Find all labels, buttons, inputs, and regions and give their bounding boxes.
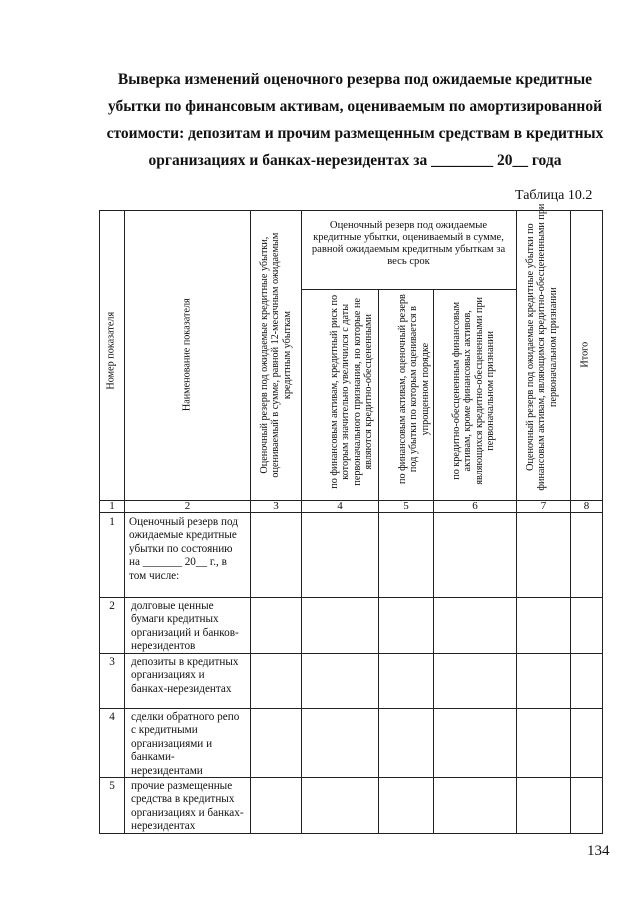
title-line: убытки по финансовым активам, оцениваемым по амортизированной xyxy=(107,98,603,115)
column-number: 2 xyxy=(184,500,191,512)
table-row-name: сделки обратного репо с кредитными организациями и банками-нерезидентами xyxy=(131,711,240,777)
table-row-number: 3 xyxy=(109,656,115,668)
header-col-total: Итого xyxy=(579,341,591,368)
column-number: 1 xyxy=(109,500,115,512)
table-row-number: 4 xyxy=(109,711,115,723)
header-col-number: Номер показателя xyxy=(105,311,117,390)
column-number: 6 xyxy=(472,500,478,512)
header-col-significant-increase: по финансовым активам, кредитный риск по которым значительно увеличился с даты первоначального признания, но которые не являются кредитно-обесцененными xyxy=(329,294,375,489)
header-group-lifetime: Оценочный резерв под ожидаемые кредитные убытки, оцениваемый в сумме, равной ожидаемым кредитным убыткам за весь срок xyxy=(311,220,506,267)
header-col-simplified: по финансовым активам, оценочный резерв под убытки по которым оценивается в упрощенном порядке xyxy=(396,294,431,484)
header-col-name: Наименование показателя xyxy=(181,298,193,412)
title-line: Выверка изменений оценочного резерва под ожидаемые кредитные xyxy=(117,71,593,88)
table-row-number: 1 xyxy=(109,516,115,528)
table-row-number: 2 xyxy=(109,600,115,612)
table-row-name: Оценочный резерв под ожидаемые кредитные убытки по состоянию на _______ 20__ г., в том числе: xyxy=(129,516,238,582)
table-caption: Таблица 10.2 xyxy=(515,188,593,203)
table-row-name: прочие размещенные средства в кредитных организациях и банках-нерезидентах xyxy=(131,780,244,833)
column-number: 3 xyxy=(273,500,279,512)
column-number: 4 xyxy=(337,500,343,512)
title-line: организациях и банках-нерезидентах за ________ 20__ года xyxy=(148,152,562,169)
header-col-12m: Оценочный резерв под ожидаемые кредитные убытки, оцениваемый в сумме, равной 12-месячным ожидаемым кредитным убыткам xyxy=(258,232,293,478)
page-number: 134 xyxy=(587,843,610,859)
column-number: 8 xyxy=(583,500,590,512)
column-number: 5 xyxy=(403,500,409,512)
header-col-credit-impaired: по кредитно-обесцененным финансовым активам, кроме финансовых активов, являющихся кредитно-обесцененными при первоначальном признании xyxy=(451,297,497,485)
table-row-name: долговые ценные бумаги кредитных организаций и банков-нерезидентов xyxy=(131,600,239,653)
table-row-number: 5 xyxy=(109,780,115,792)
column-number: 7 xyxy=(540,500,547,512)
title-line: стоимости: депозитам и прочим размещенным средствам в кредитных xyxy=(106,125,604,142)
header-col-poci: Оценочный резерв под ожидаемые кредитные убытки по финансовым активам, являющимся кредитно-обесцененными при первоначальном признании xyxy=(524,203,559,491)
table-row-name: депозиты в кредитных организациях и банках-нерезидентах xyxy=(131,656,239,695)
